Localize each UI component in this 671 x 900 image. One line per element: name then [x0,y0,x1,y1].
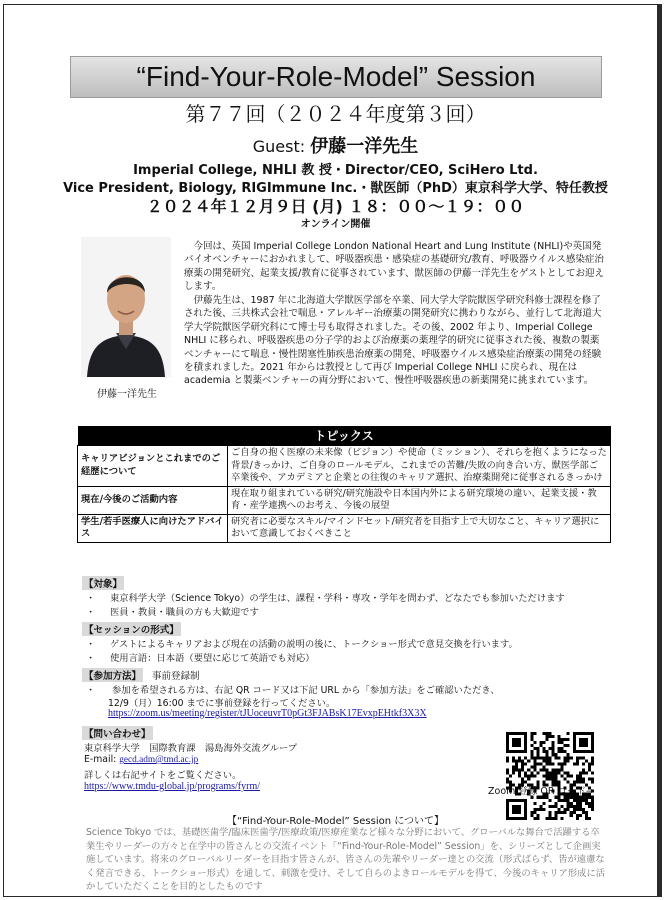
target-heading: 【対象】 [82,576,124,590]
topic-value: 現在取り組まれている研究/研究施設や日本国内外による研究環境の違い、起業支援・教育・産学連携へのお考え、今後の展望 [228,486,611,514]
guest-affiliation-2: Vice President, Biology, RIGImmune Inc.・獣医師（PhD）東京科学大学、特任教授 [63,181,608,196]
bullet-icon: ・ [86,607,96,618]
zoom-registration-link[interactable]: https://zoom.us/meeting/register/tJUoceuvrT0pGt3FJABsK17EvxpEHtkf3X3X [108,708,427,719]
table-row [78,514,611,542]
session-format-heading: 【セッションの形式】 [82,622,181,636]
table-row [78,486,611,514]
contact-email-link[interactable]: gecd.adm@tmd.ac.jp [119,755,199,765]
list-item: 医員・教員・職員の方も大歓迎です [110,607,259,618]
bullet-icon: ・ [86,653,96,664]
email-label: E-mail: [84,754,117,765]
topics-table [77,426,611,543]
topic-key: 学生/若手医療人に向けたアドバイス [78,514,228,542]
session-number: 第７７回（２０２４年度第３回） [185,102,486,126]
topic-value: 研究者に必要なスキル/マインドセット/研究者を目指す上で大切なこと、キャリア選択において意識しておくべきこと [228,514,611,542]
contact-organization: 東京科学大学 国際教育課 湯島海外交流グループ [84,743,298,754]
list-item: ゲストによるキャリアおよび現在の活動の説明の後に、トークショー形式で意見交換を行います。 [110,639,518,650]
guest-name: 伊藤一洋先生 [310,136,419,157]
intro-paragraph-2: 伊藤先生は、1987 年に北海道大学獣医学部を卒業、同大学大学院獣医学研究科修士課程を修了された後、三共株式会社で喘息・アレルギー治療薬の開発研究に携わりながら、並行して北海道大学大学院獣医学研究科にて博士号も取得されました。その後、2002 年より、Imperial College NHLI に移られ、呼吸器疾患の分子学的および治療薬の薬理学的研究に従事された後、複数の製薬ベンチャーにて喘息・慢性閉塞性肺疾患治療薬の開発、呼吸器ウイルス感染症治療薬の開発の経験を積まれました。2021 年からは教授として再び Imperial College NHLI に戻られ、現在は academia と製薬ベンチャーの両分野において、慢性呼吸器疾患の新薬開発に挑まれています。 [184,295,602,387]
intro-paragraph-1: 今回は、英国 Imperial College London National Heart and Lung Institute (NHLI)や英国発バイオベンチャーにおかれまして、呼吸器疾患・感染症の基礎研究/教育、呼吸器ウイルス感染症治療薬の開発研究、起業支援/教育に従事されています、獣医師の伊藤一洋先生をゲストとしてお迎えします。 [184,241,605,293]
contact-email-line [84,754,198,765]
participation-instructions: 参加を希望される方は、右記 QR コード又は下記 URL から「参加方法」をご確認いただき、 [112,685,500,696]
topic-value: ご自身の抱く医療の未来像（ビジョン）や使命（ミッション）、それらを抱くようになった背景/きっかけ、ご自身のロールモデル、これまでの苦難/失敗の向き合い方、獣医学部ご卒業後や、アカデミアと企業との往復のキャリア選択、治療薬開発に従事されるきっかけ [228,446,611,487]
title-banner [70,56,602,98]
bullet-icon: ・ [86,593,96,604]
bullet-icon: ・ [86,639,96,650]
bullet-icon: ・ [86,685,96,696]
topic-key: 現在/今後のご活動内容 [78,486,228,514]
guest-photo [81,237,171,377]
about-text: Science Tokyo では、基礎医歯学/臨床医歯学/医療政策/医療産業など様々な分野において、グローバルな舞台で活躍する卒業生やリーダーの方々と在学中の皆さんとの交流イベント「“Find-Your-Role-Model” Session」を、シリーズとして企画実施しています。将来のグローバルリーダーを目指す皆さんが、皆さんの先輩やリーダー達との交流（形式ばらず、皆が遠慮なく発言できる、トークショー形式）を通して、刺激を受け、そして自らのよきロールモデルを得て、今後のキャリア形成に活かしていただくことを目的としたものです [86,827,606,893]
guest-affiliation-1: Imperial College, NHLI 教 授・Director/CEO, SciHero Ltd. [133,163,538,178]
event-datetime: ２０２４年１２月９日 (月) １８：００～１９：００ [146,197,525,216]
session-title: “Find-Your-Role-Model” Session [136,61,536,92]
about-heading: 【“Find-Your-Role-Model” Session について】 [226,816,445,827]
contact-heading: 【問い合わせ】 [82,726,153,740]
zoom-qr-code[interactable] [506,732,594,820]
guest-line [0,132,671,158]
contact-more-text: 詳しくは右記サイトをご覧ください。 [84,770,242,781]
event-format: オンライン開催 [300,219,371,230]
registration-note: 事前登録制 [152,671,200,682]
participation-heading: 【参加方法】 事前登録制 [82,668,200,682]
photo-caption: 伊藤一洋先生 [97,389,157,400]
table-row [78,446,611,487]
program-site-link[interactable]: https://www.tmdu-global.jp/programs/fyrm/ [84,781,261,792]
list-item: 使用言語：日本語（要望に応じて英語でも対応） [110,653,315,664]
topics-header: トピックス [78,426,611,446]
topic-key: キャリアビジョンとこれまでのご経歴について [78,446,228,487]
list-item: 東京科学大学（Science Tokyo）の学生は、課程・学科・専攻・学年を問わず、どなたでも参加いただけます [110,593,565,604]
qr-caption: Zoom 登録 QR コード→ [488,786,594,797]
guest-prefix: Guest: [252,137,306,156]
registration-deadline: 12/9（月）16:00 までに事前登録を行ってください。 [108,698,336,709]
